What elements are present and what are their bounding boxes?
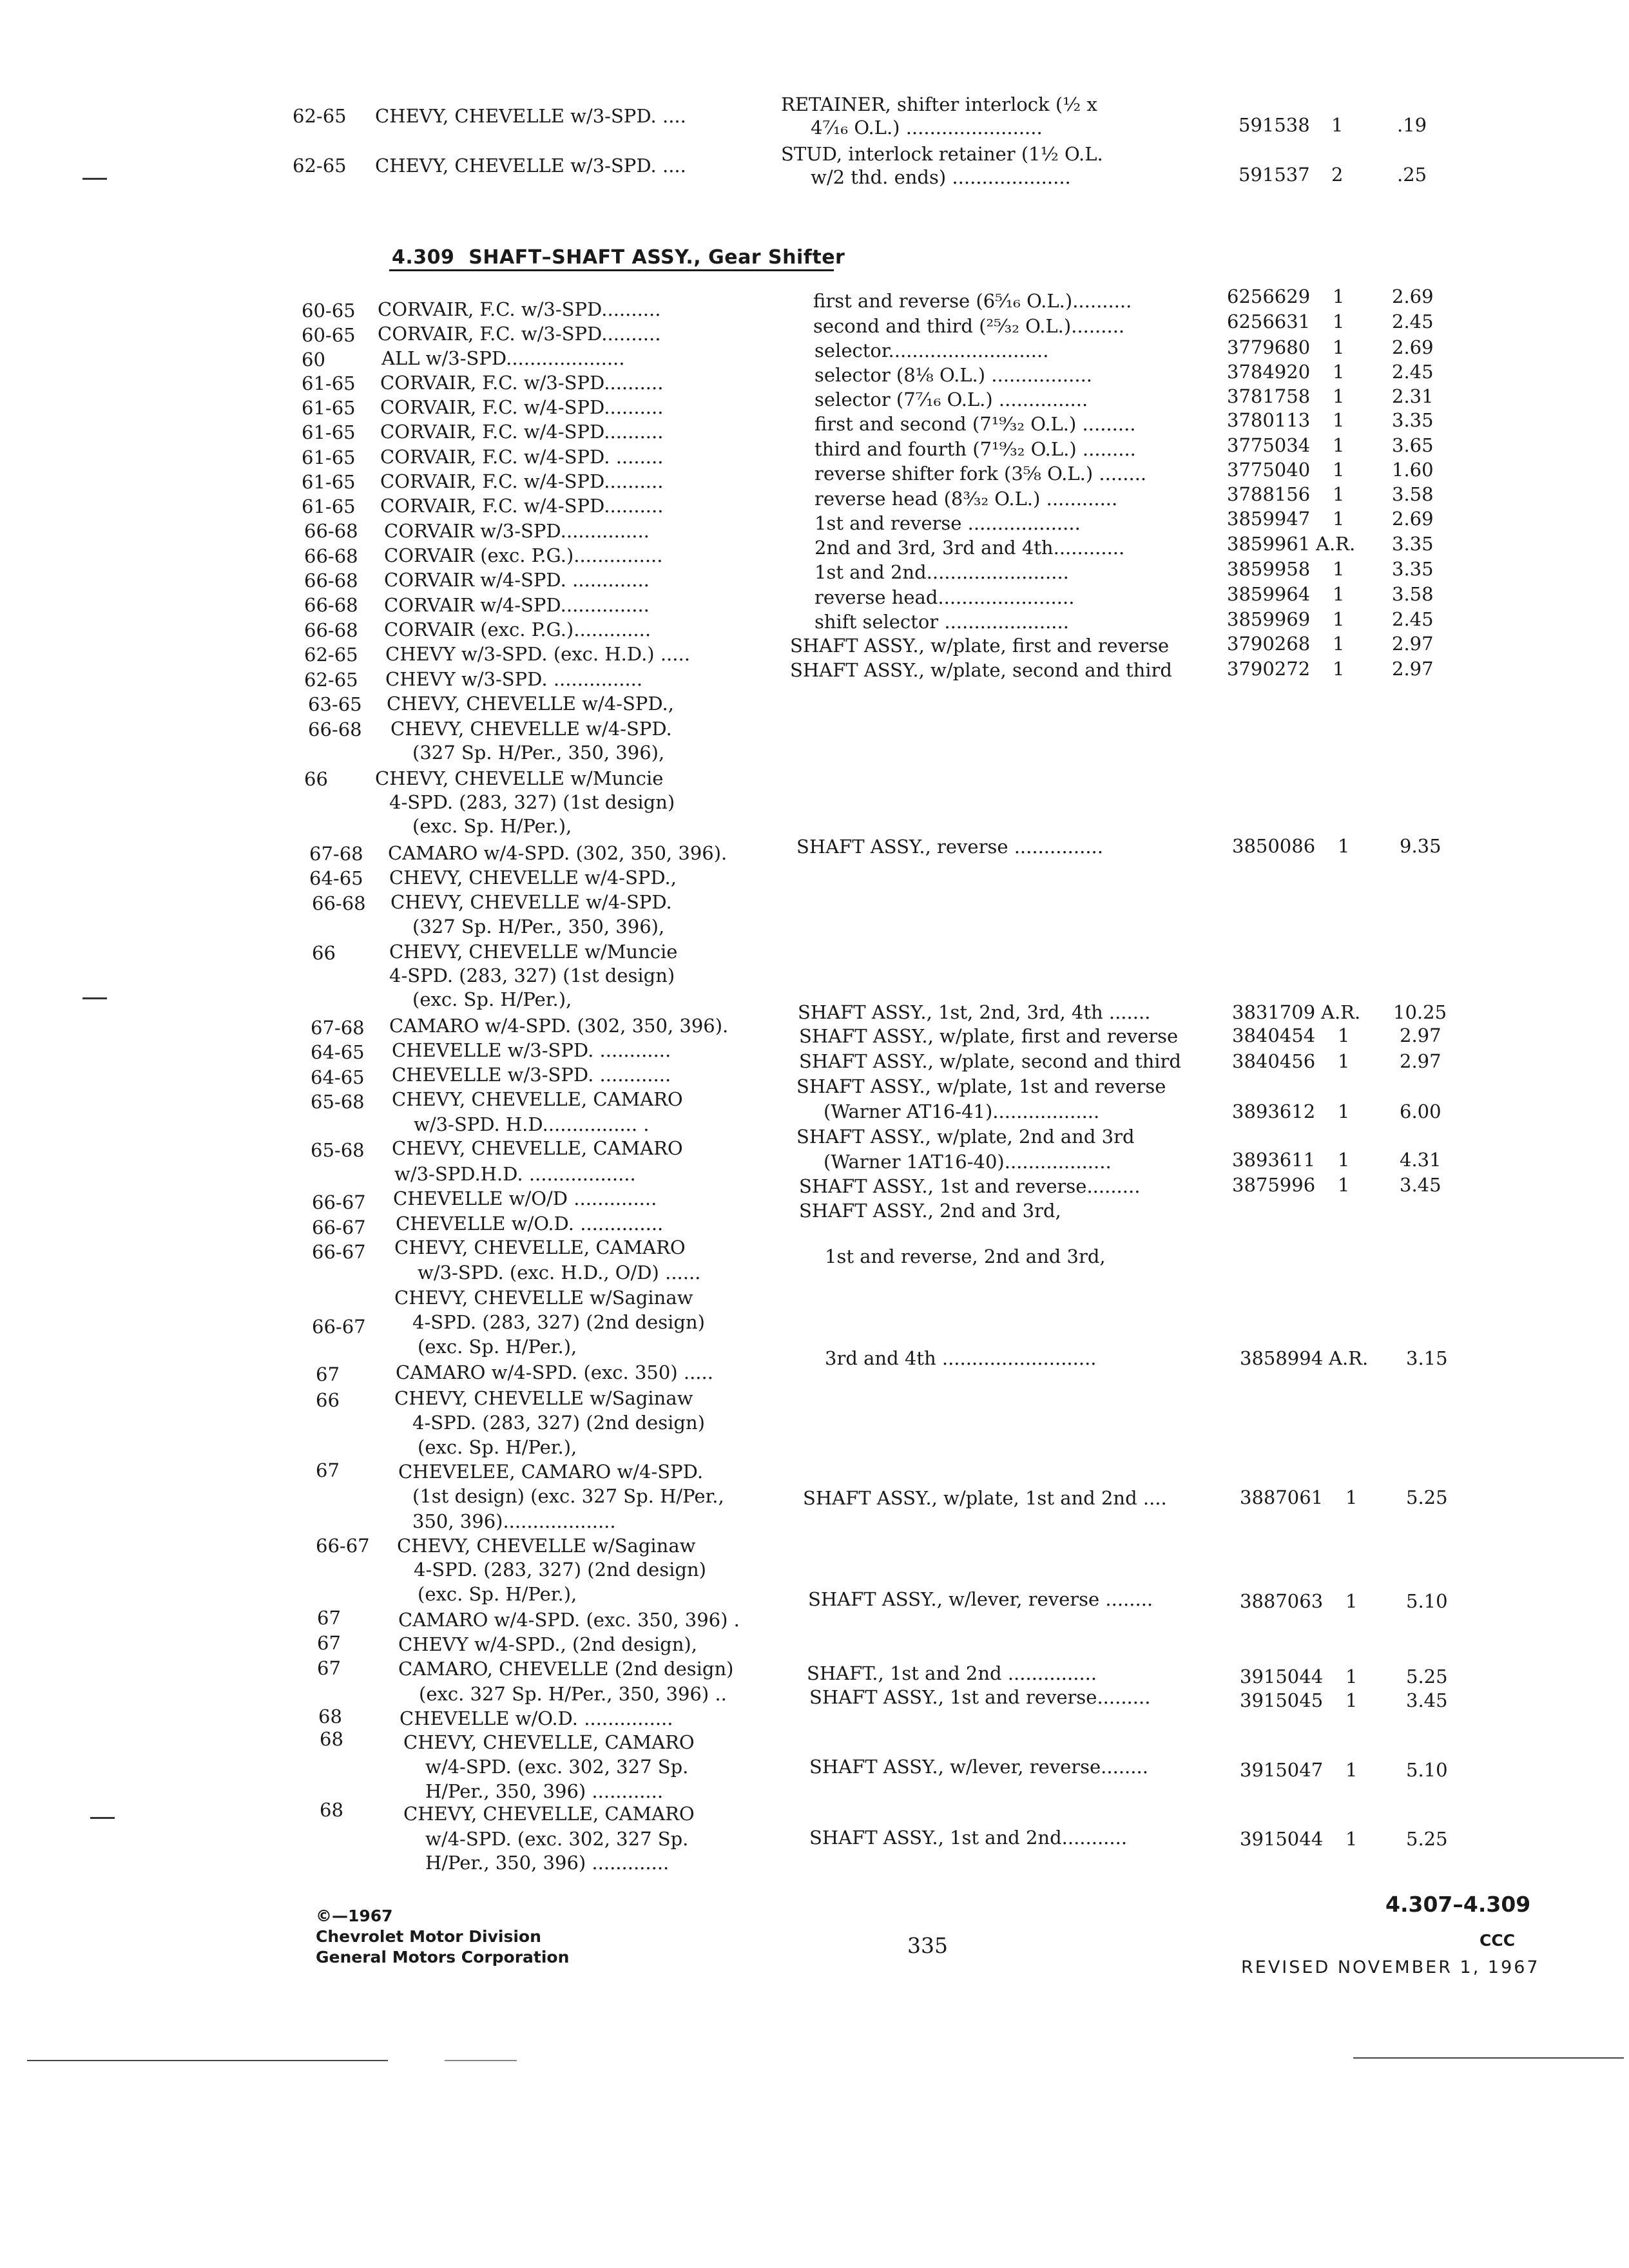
price: 5.10 — [1406, 1759, 1448, 1781]
quantity: 1 — [1333, 483, 1345, 505]
part-description: reverse shifter fork (3⅝ O.L.) ........ — [815, 463, 1147, 485]
part-description: (Warner 1AT16-40).................. — [824, 1151, 1112, 1173]
part-description: SHAFT ASSY., w/lever, reverse........ — [809, 1756, 1148, 1778]
model-description: CORVAIR, F.C. w/4-SPD.......... — [380, 396, 664, 418]
year-range: 67 — [317, 1657, 341, 1679]
year-range: 61-65 — [302, 421, 356, 443]
model-description: CORVAIR, F.C. w/3-SPD.......... — [378, 323, 661, 345]
model-description: CHEVELLE w/3-SPD. ............ — [392, 1039, 671, 1061]
part-description: SHAFT ASSY., w/plate, second and third — [790, 659, 1172, 681]
model-description: CORVAIR, F.C. w/3-SPD.......... — [380, 372, 664, 394]
catalog-code: CCC — [1480, 1931, 1516, 1950]
quantity: 1 — [1333, 658, 1345, 680]
year-range: 66 — [316, 1389, 340, 1411]
year-range: 68 — [318, 1706, 342, 1727]
model-description: w/4-SPD. (exc. 302, 327 Sp. — [425, 1828, 689, 1850]
quantity: 1 — [1333, 508, 1345, 530]
part-number: 3859964 — [1227, 583, 1311, 605]
model-description: CHEVY, CHEVELLE w/4-SPD. — [390, 891, 672, 913]
year-range: 67 — [316, 1363, 340, 1385]
price: 2.69 — [1392, 508, 1434, 530]
part-description: 1st and reverse, 2nd and 3rd, — [825, 1245, 1106, 1267]
year-range: 61-65 — [302, 471, 356, 493]
quantity: A.R. — [1329, 1347, 1369, 1369]
year-range: 66-67 — [312, 1316, 366, 1338]
model-description: (327 Sp. H/Per., 350, 396), — [412, 916, 665, 937]
quantity: 1 — [1333, 361, 1345, 383]
price: 3.45 — [1400, 1174, 1441, 1196]
year-range: 67 — [317, 1607, 341, 1629]
quantity: 1 — [1333, 336, 1345, 358]
part-number: 3915047 — [1240, 1759, 1324, 1781]
price: 3.35 — [1392, 558, 1434, 580]
part-description: 3rd and 4th .......................... — [825, 1347, 1097, 1369]
row-description: w/2 thd. ends) .................... — [811, 166, 1071, 188]
quantity: 1 — [1333, 385, 1345, 407]
part-number: 3779680 — [1227, 336, 1311, 358]
price: 5.25 — [1406, 1486, 1448, 1508]
price: 3.35 — [1392, 533, 1434, 555]
model-description: CORVAIR, F.C. w/4-SPD.......... — [380, 495, 664, 517]
part-description: selector........................... — [815, 340, 1049, 361]
year-range: 62-65 — [304, 644, 358, 666]
year-range: 66 — [304, 768, 328, 790]
part-description: selector (7⁷⁄₁₆ O.L.) ............... — [815, 389, 1088, 410]
quantity: 1 — [1345, 1590, 1358, 1612]
model-description: (327 Sp. H/Per., 350, 396), — [412, 742, 665, 764]
model-description: CHEVY w/3-SPD. (exc. H.D.) ..... — [385, 643, 690, 665]
price: 2.69 — [1392, 336, 1434, 358]
model-description: CAMARO, CHEVELLE (2nd design) — [398, 1658, 734, 1680]
part-number: 3859961 — [1227, 533, 1311, 555]
quantity: 1 — [1338, 835, 1350, 857]
part-number: 3915044 — [1240, 1666, 1324, 1687]
year-range: 66-67 — [316, 1535, 370, 1557]
year-range: 66-68 — [304, 570, 358, 591]
division-name: Chevrolet Motor Division — [316, 1927, 541, 1946]
row-description: 4⁷⁄₁₆ O.L.) ....................... — [811, 117, 1043, 139]
corporation-name: General Motors Corporation — [316, 1948, 570, 1966]
year-range: 66-67 — [312, 1191, 366, 1213]
bottom-rule-left — [27, 2060, 388, 2061]
model-description: CORVAIR (exc. P.G.)............... — [384, 544, 663, 566]
model-description: CHEVY, CHEVELLE w/Saginaw — [394, 1287, 693, 1309]
model-description: (exc. 327 Sp. H/Per., 350, 396) .. — [419, 1683, 727, 1705]
year-range: 60-65 — [302, 324, 356, 346]
model-description: CHEVELLE w/O.D. ............... — [400, 1707, 673, 1729]
model-description: CHEVY, CHEVELLE w/4-SPD., — [389, 867, 677, 889]
model-description: (1st design) (exc. 327 Sp. H/Per., — [412, 1485, 724, 1507]
year-range: 61-65 — [302, 495, 356, 517]
model-description: CAMARO w/4-SPD. (302, 350, 396). — [388, 842, 728, 864]
part-description: SHAFT ASSY., 1st, 2nd, 3rd, 4th ....... — [798, 1001, 1151, 1023]
year-range: 63-65 — [308, 693, 362, 715]
row-part-number: 591537 — [1239, 164, 1310, 186]
model-description: (exc. Sp. H/Per.), — [412, 815, 572, 837]
row-year: 62-65 — [293, 105, 347, 127]
model-description: CORVAIR w/3-SPD............... — [384, 520, 650, 542]
model-description: CORVAIR (exc. P.G.)............. — [384, 619, 651, 640]
model-description: w/3-SPD. (exc. H.D., O/D) ...... — [418, 1262, 701, 1283]
quantity: 1 — [1338, 1024, 1350, 1046]
part-number: 3775034 — [1227, 434, 1311, 456]
year-range: 66-68 — [304, 619, 358, 641]
part-description: SHAFT., 1st and 2nd ............... — [807, 1662, 1097, 1684]
quantity: 1 — [1338, 1174, 1350, 1196]
part-description: 2nd and 3rd, 3rd and 4th............ — [815, 537, 1125, 559]
model-description: CHEVELLE w/O.D. .............. — [396, 1213, 664, 1235]
group-reference: 4.307–4.309 — [1385, 1892, 1531, 1917]
quantity: 1 — [1333, 409, 1345, 431]
part-number: 3859969 — [1227, 608, 1311, 630]
part-number: 3915044 — [1240, 1828, 1324, 1850]
price: 1.60 — [1392, 459, 1434, 481]
part-description: SHAFT ASSY., w/lever, reverse ........ — [808, 1588, 1153, 1610]
model-description: ALL w/3-SPD.................... — [381, 347, 625, 369]
model-description: CHEVY w/4-SPD., (2nd design), — [398, 1633, 697, 1655]
margin-mark — [82, 997, 107, 999]
part-number: 3790272 — [1227, 658, 1311, 680]
part-number: 3887063 — [1240, 1590, 1324, 1612]
year-range: 66 — [312, 942, 336, 964]
quantity: 1 — [1333, 633, 1345, 655]
price: 3.58 — [1392, 583, 1434, 605]
year-range: 66-67 — [312, 1216, 366, 1238]
quantity: 1 — [1333, 285, 1345, 307]
model-description: w/3-SPD.H.D. .................. — [394, 1163, 636, 1185]
part-number: 3788156 — [1227, 483, 1311, 505]
model-description: CORVAIR, F.C. w/4-SPD.......... — [380, 421, 664, 443]
model-description: CHEVY, CHEVELLE, CAMARO — [394, 1236, 686, 1258]
year-range: 60 — [302, 349, 325, 370]
bottom-rule-center — [445, 2060, 517, 2061]
model-description: CAMARO w/4-SPD. (302, 350, 396). — [389, 1015, 729, 1037]
section-underline — [389, 269, 834, 271]
price: 2.97 — [1400, 1024, 1441, 1046]
part-description: SHAFT ASSY., w/plate, 1st and reverse — [796, 1075, 1166, 1097]
price: 2.45 — [1392, 311, 1434, 332]
quantity: 1 — [1345, 1486, 1358, 1508]
price: 3.35 — [1392, 409, 1434, 431]
model-description: CHEVY w/3-SPD. ............... — [385, 668, 643, 690]
price: 4.31 — [1400, 1149, 1441, 1171]
part-number: 3831709 — [1232, 1001, 1316, 1023]
section-title: SHAFT–SHAFT ASSY., Gear Shifter — [468, 246, 845, 269]
part-description: SHAFT ASSY., w/plate, 2nd and 3rd — [796, 1126, 1135, 1148]
model-description: 4-SPD. (283, 327) (1st design) — [389, 791, 675, 813]
model-description: CHEVY, CHEVELLE w/Muncie — [389, 941, 678, 963]
row-description: RETAINER, shifter interlock (½ x — [781, 93, 1097, 115]
part-number: 3781758 — [1227, 385, 1311, 407]
quantity: 1 — [1345, 1666, 1358, 1687]
model-description: CHEVY, CHEVELLE, CAMARO — [403, 1803, 695, 1825]
model-description: CHEVELLE w/3-SPD. ............ — [392, 1064, 671, 1086]
model-description: w/4-SPD. (exc. 302, 327 Sp. — [425, 1756, 689, 1778]
year-range: 66-68 — [304, 545, 358, 567]
model-description: CORVAIR w/4-SPD. ............. — [384, 569, 650, 591]
price: 5.25 — [1406, 1666, 1448, 1687]
model-description: CAMARO w/4-SPD. (exc. 350) ..... — [396, 1361, 713, 1383]
model-description: CORVAIR, F.C. w/4-SPD.......... — [380, 470, 664, 492]
section-number: 4.309 — [392, 246, 455, 269]
row-model: CHEVY, CHEVELLE w/3-SPD. .... — [375, 155, 686, 177]
part-description: shift selector ..................... — [815, 611, 1069, 633]
model-description: CHEVY, CHEVELLE w/4-SPD. — [390, 718, 672, 740]
row-model: CHEVY, CHEVELLE w/3-SPD. .... — [375, 105, 686, 127]
quantity: A.R. — [1321, 1001, 1361, 1023]
part-number: 3893611 — [1232, 1149, 1316, 1171]
row-quantity: 1 — [1331, 114, 1344, 136]
year-range: 67-68 — [309, 843, 363, 865]
year-range: 67 — [317, 1632, 341, 1654]
part-description: SHAFT ASSY., 2nd and 3rd, — [799, 1200, 1061, 1222]
year-range: 67-68 — [311, 1017, 365, 1039]
model-description: CORVAIR, F.C. w/4-SPD. ........ — [380, 446, 664, 468]
part-number: 3775040 — [1227, 459, 1311, 481]
price: 9.35 — [1400, 835, 1441, 857]
part-description: SHAFT ASSY., w/plate, 1st and 2nd .... — [803, 1487, 1167, 1509]
quantity: 1 — [1345, 1689, 1358, 1711]
row-quantity: 2 — [1331, 164, 1344, 186]
year-range: 66-68 — [304, 520, 358, 542]
quantity: 1 — [1333, 583, 1345, 605]
part-description: reverse head....................... — [815, 586, 1075, 608]
quantity: 1 — [1333, 608, 1345, 630]
model-description: H/Per., 350, 396) ............ — [425, 1780, 664, 1802]
part-description: reverse head (8³⁄₃₂ O.L.) ............ — [815, 488, 1118, 510]
model-description: CHEVY, CHEVELLE w/Muncie — [375, 767, 664, 789]
model-description: CHEVY, CHEVELLE, CAMARO — [392, 1137, 683, 1159]
year-range: 60-65 — [302, 300, 356, 322]
year-range: 65-68 — [311, 1091, 365, 1113]
part-number: 3850086 — [1232, 835, 1316, 857]
year-range: 62-65 — [304, 669, 358, 691]
year-range: 68 — [320, 1799, 343, 1821]
model-description: w/3-SPD. H.D................ . — [414, 1113, 650, 1135]
part-number: 6256631 — [1227, 311, 1311, 332]
model-description: CORVAIR, F.C. w/3-SPD.......... — [378, 298, 661, 320]
part-description: SHAFT ASSY., 1st and 2nd........... — [809, 1827, 1128, 1849]
part-number: 3875996 — [1232, 1174, 1316, 1196]
copyright: ©—1967 — [316, 1907, 393, 1925]
price: 2.97 — [1392, 633, 1434, 655]
price: 3.15 — [1406, 1347, 1448, 1369]
quantity: 1 — [1345, 1759, 1358, 1781]
part-number: 3887061 — [1240, 1486, 1324, 1508]
year-range: 64-65 — [311, 1041, 365, 1063]
price: 2.69 — [1392, 285, 1434, 307]
price: 5.25 — [1406, 1828, 1448, 1850]
row-price: .25 — [1397, 164, 1427, 186]
part-number: 3780113 — [1227, 409, 1311, 431]
price: 3.65 — [1392, 434, 1434, 456]
year-range: 64-65 — [311, 1066, 365, 1088]
part-number: 3859958 — [1227, 558, 1311, 580]
part-number: 3858994 — [1240, 1347, 1324, 1369]
row-year: 62-65 — [293, 155, 347, 177]
model-description: (exc. Sp. H/Per.), — [418, 1436, 577, 1458]
model-description: CHEVY, CHEVELLE w/Saginaw — [394, 1387, 693, 1409]
year-range: 64-65 — [309, 867, 363, 889]
part-description: selector (8⅛ O.L.) ................. — [815, 364, 1093, 386]
part-number: 3915045 — [1240, 1689, 1324, 1711]
part-description: second and third (²⁵⁄₃₂ O.L.)......... — [813, 315, 1125, 337]
year-range: 61-65 — [302, 397, 356, 419]
quantity: 1 — [1333, 558, 1345, 580]
model-description: CHEVY, CHEVELLE, CAMARO — [392, 1088, 683, 1110]
price: 10.25 — [1393, 1001, 1447, 1023]
quantity: 1 — [1338, 1100, 1350, 1122]
model-description: 4-SPD. (283, 327) (2nd design) — [412, 1311, 705, 1333]
row-part-number: 591538 — [1239, 114, 1310, 136]
part-description: 1st and 2nd........................ — [815, 561, 1069, 583]
part-description: SHAFT ASSY., 1st and reverse......... — [799, 1175, 1141, 1197]
model-description: CHEVY, CHEVELLE w/Saginaw — [397, 1535, 696, 1557]
model-description: CORVAIR w/4-SPD............... — [384, 594, 650, 616]
year-range: 67 — [316, 1459, 340, 1481]
model-description: 350, 396)................... — [412, 1510, 616, 1532]
part-description: third and fourth (7¹⁹⁄₃₂ O.L.) ......... — [815, 438, 1136, 460]
model-description: (exc. Sp. H/Per.), — [418, 1336, 577, 1358]
price: 2.97 — [1392, 658, 1434, 680]
year-range: 66-68 — [308, 718, 362, 740]
margin-mark — [82, 178, 107, 180]
price: 2.45 — [1392, 608, 1434, 630]
part-description: first and second (7¹⁹⁄₃₂ O.L.) ......... — [815, 413, 1136, 435]
part-number: 6256629 — [1227, 285, 1311, 307]
part-number: 3784920 — [1227, 361, 1311, 383]
quantity: 1 — [1333, 459, 1345, 481]
model-description: H/Per., 350, 396) ............. — [425, 1852, 670, 1874]
year-range: 61-65 — [302, 447, 356, 468]
part-number: 3893612 — [1232, 1100, 1316, 1122]
part-number: 3790268 — [1227, 633, 1311, 655]
part-description: first and reverse (6⁵⁄₁₆ O.L.).......... — [813, 290, 1132, 312]
row-price: .19 — [1397, 114, 1427, 136]
year-range: 68 — [320, 1728, 343, 1750]
price: 2.45 — [1392, 361, 1434, 383]
price: 6.00 — [1400, 1100, 1441, 1122]
price: 2.31 — [1392, 385, 1434, 407]
model-description: CHEVELEE, CAMARO w/4-SPD. — [398, 1461, 704, 1483]
year-range: 61-65 — [302, 372, 356, 394]
part-description: 1st and reverse ................... — [815, 512, 1081, 534]
revision-date: REVISED NOVEMBER 1, 1967 — [1241, 1957, 1540, 1977]
bottom-rule-right — [1353, 2057, 1624, 2059]
part-description: SHAFT ASSY., w/plate, second and third — [799, 1050, 1181, 1072]
part-number: 3859947 — [1227, 508, 1311, 530]
part-description: SHAFT ASSY., w/plate, first and reverse — [790, 635, 1170, 657]
model-description: (exc. Sp. H/Per.), — [412, 988, 572, 1010]
part-description: (Warner AT16-41).................. — [824, 1100, 1100, 1122]
quantity: A.R. — [1316, 533, 1356, 555]
model-description: (exc. Sp. H/Per.), — [418, 1583, 577, 1605]
price: 5.10 — [1406, 1590, 1448, 1612]
year-range: 65-68 — [311, 1139, 365, 1161]
price: 3.58 — [1392, 483, 1434, 505]
model-description: CHEVY, CHEVELLE w/4-SPD., — [387, 693, 674, 715]
year-range: 66-68 — [304, 594, 358, 616]
part-number: 3840454 — [1232, 1024, 1316, 1046]
model-description: CHEVY, CHEVELLE, CAMARO — [403, 1731, 695, 1753]
quantity: 1 — [1338, 1050, 1350, 1072]
quantity: 1 — [1345, 1828, 1358, 1850]
margin-mark — [90, 1817, 115, 1819]
part-number: 3840456 — [1232, 1050, 1316, 1072]
price: 3.45 — [1406, 1689, 1448, 1711]
model-description: 4-SPD. (283, 327) (2nd design) — [412, 1412, 705, 1434]
section-heading — [392, 248, 845, 267]
quantity: 1 — [1333, 311, 1345, 332]
page-number: 335 — [907, 1933, 948, 1958]
part-description: SHAFT ASSY., reverse ............... — [796, 836, 1103, 858]
part-description: SHAFT ASSY., 1st and reverse......... — [809, 1686, 1151, 1708]
model-description: 4-SPD. (283, 327) (2nd design) — [414, 1559, 706, 1581]
model-description: 4-SPD. (283, 327) (1st design) — [389, 965, 675, 986]
year-range: 66-67 — [312, 1241, 366, 1263]
part-description: SHAFT ASSY., w/plate, first and reverse — [799, 1025, 1179, 1047]
model-description: CAMARO w/4-SPD. (exc. 350, 396) . — [398, 1609, 740, 1631]
quantity: 1 — [1338, 1149, 1350, 1171]
row-description: STUD, interlock retainer (1½ O.L. — [781, 143, 1103, 165]
model-description: CHEVELLE w/O/D .............. — [393, 1187, 657, 1209]
quantity: 1 — [1333, 434, 1345, 456]
price: 2.97 — [1400, 1050, 1441, 1072]
year-range: 66-68 — [312, 892, 366, 914]
